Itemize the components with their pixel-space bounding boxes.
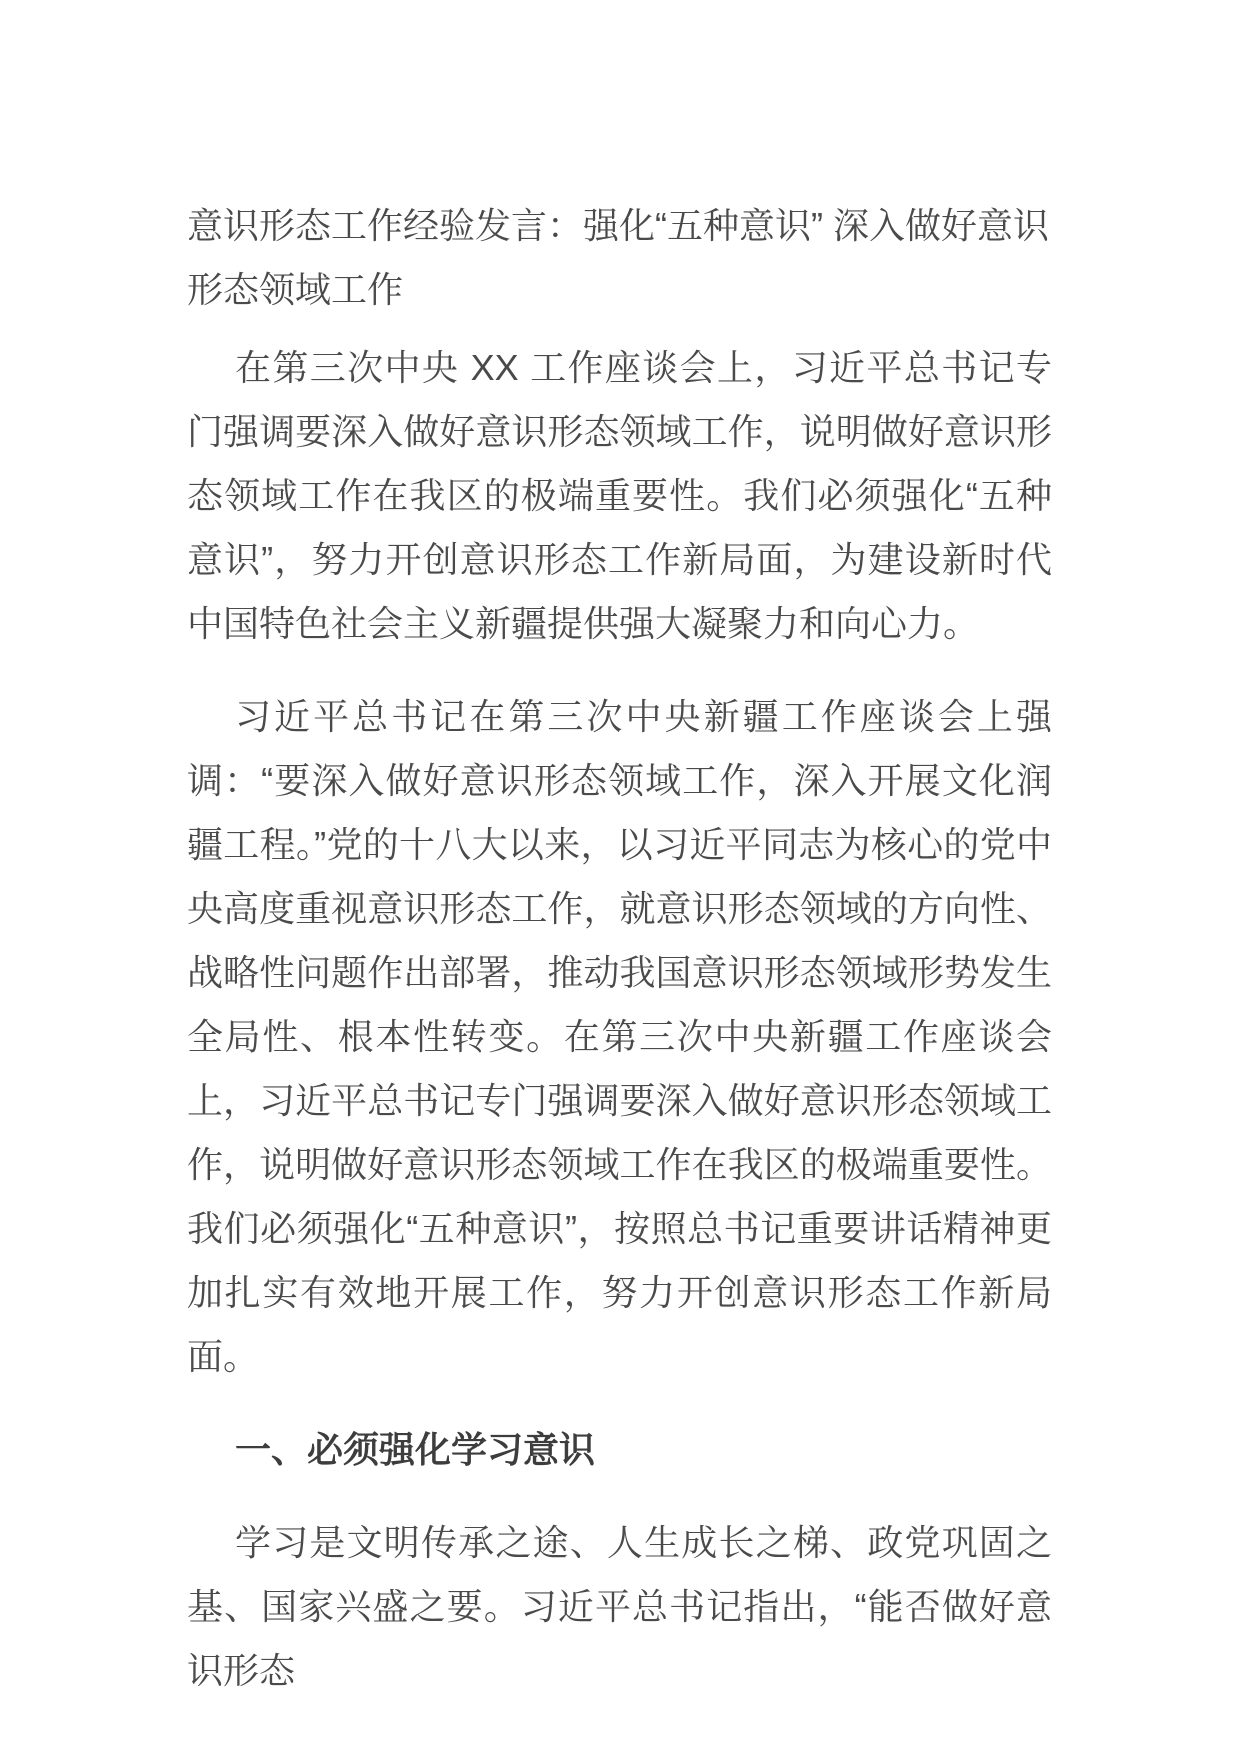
- paragraph-quote-context: 习近平总书记在第三次中央新疆工作座谈会上强调：“要深入做好意识形态领域工作，深入开展文化润疆工程。”党的十八大以来，以习近平同志为核心的党中央高度重视意识形态工作，就意识形态领域的方向性、战略性问题作出部署，推动我国意识形态领域形势发生全局性、根本性转变。在第三次中央新疆工作座谈会上，习近平总书记专门强调要深入做好意识形态领域工作，说明做好意识形态领域工作在我区的极端重要性。我们必须强化“五种意识”，按照总书记重要讲话精神更加扎实有效地开展工作，努力开创意识形态工作新局面。: [187, 696, 1052, 1377]
- document-title-line-1: 意识形态工作经验发言：强化“五种意识” 深入做好意识: [187, 205, 1049, 246]
- paragraph-study-truncated: 学习是文明传承之途、人生成长之梯、政党巩固之基、国家兴盛之要。习近平总书记指出，“能否做好意识形态: [187, 1522, 1052, 1691]
- document-title: [187, 194, 1052, 322]
- paragraph-intro: 在第三次中央 XX 工作座谈会上，习近平总书记专门强调要深入做好意识形态领域工作，说明做好意识形态领域工作在我区的极端重要性。我们必须强化“五种意识”，努力开创意识形态工作新局面，为建设新时代中国特色社会主义新疆提供强大凝聚力和向心力。: [187, 347, 1052, 644]
- section-heading-study-awareness: 一、必须强化学习意识: [235, 1429, 596, 1470]
- document-title-line-2: 形态领域工作: [187, 269, 404, 310]
